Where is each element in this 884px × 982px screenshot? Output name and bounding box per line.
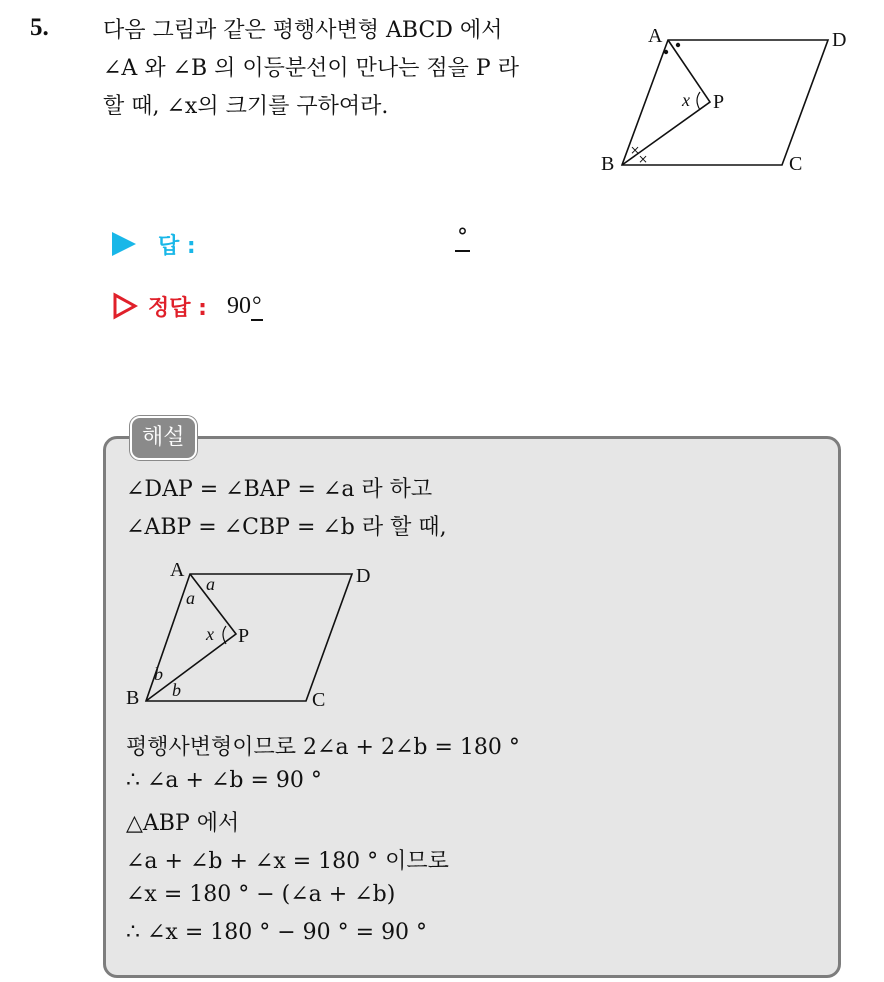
explanation-line: 평행사변형이므로 2∠a + 2∠b = 180 ° (126, 735, 520, 760)
explanation-figure (118, 556, 388, 716)
label-C: C (789, 153, 803, 175)
label-B: B (126, 687, 140, 709)
explanation-line: △ABP 에서 (126, 811, 240, 836)
label-D: D (832, 29, 847, 51)
outline-arrow-icon (112, 292, 138, 320)
correct-answer-number: 90 (226, 292, 251, 319)
parallelogram-figure (596, 20, 866, 180)
parallelogram-abcd (622, 40, 828, 165)
angle-mark-dot (664, 50, 668, 54)
answer-blank[interactable]: ° (457, 225, 468, 250)
cross-mark: × (638, 152, 649, 166)
explanation-line: ∠ABP = ∠CBP = ∠b 라 할 때, (126, 515, 447, 540)
correct-answer-unit: ° (251, 292, 262, 319)
explanation-line: ∠a + ∠b + ∠x = 180 ° 이므로 (126, 849, 449, 874)
label-A: A (648, 25, 663, 47)
explanation-line: ∠x = 180 ° − (∠a + ∠b) (126, 882, 396, 907)
label-B: B (601, 153, 615, 175)
question-text (103, 12, 583, 126)
label-x: x (682, 90, 690, 110)
label-a-top: a (206, 574, 215, 594)
label-P: P (238, 625, 250, 647)
label-C: C (312, 689, 326, 711)
explanation-line: ∴ ∠x = 180 ° − 90 ° = 90 ° (126, 920, 428, 945)
label-x: x (206, 624, 214, 644)
correct-answer-row (112, 288, 263, 324)
angle-x-arc (697, 92, 700, 110)
answer-row (112, 226, 196, 262)
angle-mark-dot (676, 43, 680, 47)
label-P: P (713, 91, 725, 113)
question-line-2: ∠A 와 ∠B 의 이등분선이 만나는 점을 P 라 (103, 56, 519, 81)
explanation-line: ∴ ∠a + ∠b = 90 ° (126, 768, 322, 793)
question-number: 5. (30, 14, 49, 41)
label-b-lower: b (172, 680, 181, 700)
question-line-1: 다음 그림과 같은 평행사변형 ABCD 에서 (103, 18, 503, 43)
label-A: A (170, 559, 185, 581)
play-arrow-icon (112, 232, 136, 256)
label-D: D (356, 565, 371, 587)
correct-answer-value (227, 293, 263, 320)
explanation-tab: 해설 (130, 416, 197, 460)
cross-mark: × (630, 143, 641, 157)
label-b-upper: b (154, 664, 163, 684)
question-line-3: 할 때, ∠x의 크기를 구하여라. (103, 94, 389, 119)
explanation-line: ∠DAP = ∠BAP = ∠a 라 하고 (126, 477, 433, 502)
answer-label: 답 : (158, 233, 196, 259)
correct-answer-label: 정답 : (148, 295, 207, 321)
label-a-side: a (186, 588, 195, 608)
